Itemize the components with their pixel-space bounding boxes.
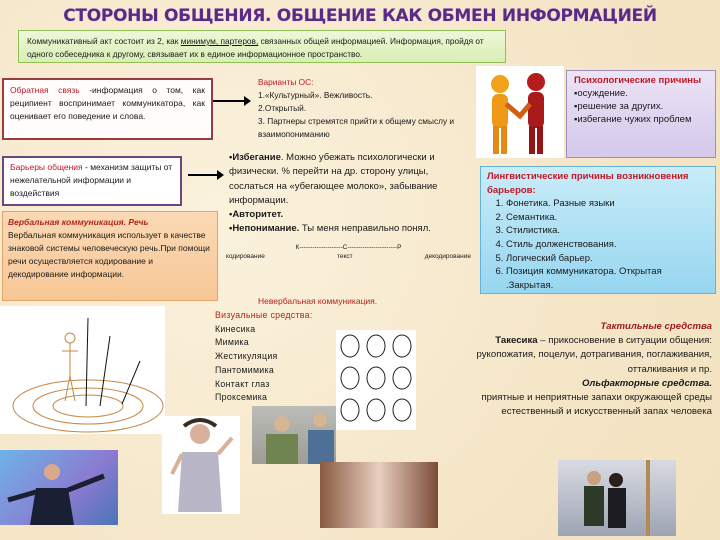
- ling-item: 5. Логический барьер.: [506, 252, 709, 266]
- avoid-item: •Непонимание. Ты меня неправильно понял.: [229, 223, 431, 235]
- arguing-couple-photo: [252, 406, 336, 464]
- facial-expressions-image: [336, 330, 416, 430]
- visual-means-list: [215, 309, 313, 405]
- avoidance-list: [229, 151, 475, 237]
- variant-item: 2.Открытый.: [258, 103, 307, 113]
- avoid-item: •Избегание. Можно убежать психологически и физически. % перейти на др. сторону улицы, сослаться на «убегающее молоко», забывание информации.: [229, 152, 438, 206]
- tactile-means: [472, 320, 712, 419]
- coding-diagram: [226, 244, 471, 260]
- psychological-causes-box: [566, 70, 716, 158]
- psych-item: ▪осуждение.: [574, 88, 628, 99]
- ling-item: 2. Семантика.: [506, 211, 709, 225]
- visual-heading: Визуальные средства:: [215, 310, 313, 320]
- linguistic-causes-box: [480, 166, 716, 294]
- coding-line: К--------------------С-----------------------Р: [295, 244, 402, 251]
- speaker-photo: [0, 450, 118, 525]
- visual-item: Пантомимика: [215, 364, 275, 375]
- psych-item: ▪избегание чужих проблем: [574, 114, 692, 125]
- olfactory-text-1: приятные и неприятные запахи окружающей среды: [481, 392, 712, 404]
- arrow-right-icon: [188, 174, 222, 176]
- ling-item: 4. Стиль долженствования.: [506, 238, 709, 252]
- ling-item: 3. Стилистика.: [506, 224, 709, 238]
- ling-item: 1. Фонетика. Разные языки: [506, 197, 709, 211]
- olfactory-text-2: естественный и искусственный запах человека: [501, 406, 712, 418]
- feedback-box: [2, 78, 213, 140]
- decoding-label: декодирование: [424, 253, 471, 260]
- page-title: СТОРОНЫ ОБЩЕНИЯ. ОБЩЕНИЕ КАК ОБМЕН ИНФОРМАЦИЕЙ: [63, 6, 657, 26]
- intro-text-2: связанных общей информацией. Информация, пройдя от одного собеседника к другому, связывает их в единое информационное пространство.: [27, 36, 484, 59]
- visual-item: Проксемика: [215, 392, 268, 403]
- proxemics-diagram: [0, 306, 165, 434]
- handshake-image: [476, 66, 564, 158]
- faces-close-photo: [320, 462, 438, 528]
- intro-underlined: минимум, партеров,: [180, 36, 259, 46]
- takesika-text: Такесика – прикосновение в ситуации общения: рукопожатия, поцелуи, дотрагивания, поглаживания, отталкивания и пр.: [476, 335, 712, 375]
- visual-item: Кинесика: [215, 323, 256, 334]
- verbal-text: Вербальная коммуникация использует в качестве знаковой системы человеческую речь.При помощи речи осуществляется кодирование и декодирование информации.: [8, 230, 210, 279]
- barriers-text: - механизм защиты от нежелательной информации и воздействия: [10, 162, 173, 198]
- visual-item: Жестикуляция: [215, 351, 278, 362]
- visual-item: Контакт глаз: [215, 378, 270, 389]
- nonverbal-heading: Невербальная коммуникация.: [258, 296, 378, 306]
- psych-heading: Психологические причины: [574, 75, 702, 86]
- avoid-item: •Авторитет.: [229, 209, 284, 221]
- visual-item: Мимика: [215, 337, 249, 348]
- ling-heading: Лингвистические причины возникновения барьеров:: [487, 171, 689, 196]
- ling-item: 6. Позиция коммуникатора. Открытая .Закрытая.: [506, 265, 709, 292]
- coding-label: кодирование: [226, 253, 265, 260]
- barriers-term: Барьеры общения: [10, 162, 83, 172]
- feedback-variants: [258, 76, 458, 141]
- barriers-box: [2, 156, 182, 206]
- arrow-right-icon: [213, 100, 249, 102]
- olfactory-heading: Ольфакторные средства.: [581, 377, 712, 389]
- feedback-text: -информация о том, как реципиент воспринимает коммуникатора, как оценивает его поведение и слова.: [10, 85, 205, 121]
- ling-list: [487, 197, 709, 292]
- verbal-communication-box: [2, 211, 218, 301]
- variants-heading: Варианты ОС:: [258, 77, 314, 87]
- couple-outdoors-photo: [558, 460, 676, 536]
- intro-text-1: Коммуникативный акт состоит из 2, как: [27, 36, 181, 46]
- verbal-heading: Вербальная коммуникация. Речь: [8, 217, 149, 227]
- intro-box: [18, 30, 506, 63]
- psych-item: ▪решение за других.: [574, 101, 664, 112]
- tactile-heading: Тактильные средства: [600, 321, 712, 332]
- variant-item: 3. Партнеры стремятся прийти к общему смыслу и взаимопониманию: [258, 116, 455, 139]
- woman-shouting-photo: [162, 416, 240, 514]
- text-label: текст: [336, 253, 353, 260]
- feedback-term: Обратная связь: [10, 85, 80, 95]
- variant-item: 1.«Культурный». Вежливость.: [258, 90, 373, 100]
